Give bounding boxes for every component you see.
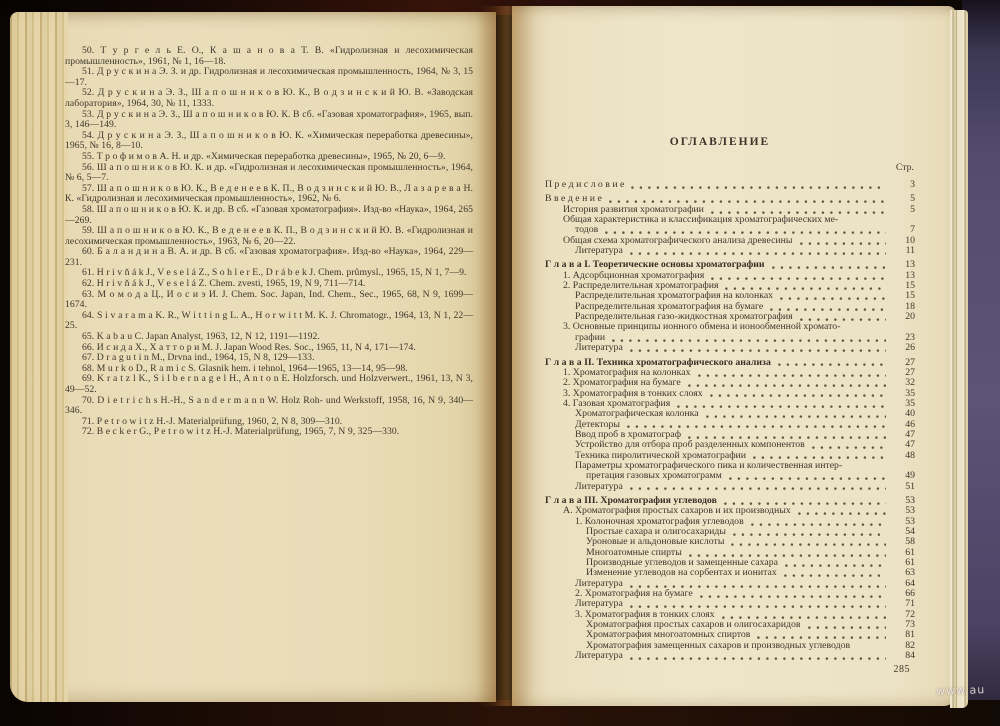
- reference-item: 64. S i v a r a m a K. R., W i t t i n g L. A., H o r w i t t M. K. J. Chromatogr., 1964, 13, N 1, 22—25.: [65, 309, 473, 332]
- dot-leader: [677, 405, 886, 408]
- toc-entry-label: Литература: [575, 650, 623, 662]
- page-number: 285: [893, 664, 910, 675]
- toc-entry-label: Уроновые и альдоновые кислоты: [586, 536, 725, 548]
- toc-entry-page: 81: [905, 629, 915, 641]
- toc-entry-label: Хроматография замещенных сахаров и производных углеводов: [586, 639, 851, 651]
- toc-entry-page: 53: [905, 494, 915, 506]
- reference-item: 66. И с и д а Х., Х а т т о р и М. J. Japan Wood Res. Soc., 1965, 11, N 4, 171—174.: [82, 341, 416, 353]
- toc-entry-page: 54: [905, 526, 915, 537]
- dot-leader: [753, 456, 886, 459]
- toc-entry-page: 64: [905, 577, 915, 589]
- dot-leader: [706, 415, 886, 418]
- toc-entry-page: 15: [905, 290, 915, 302]
- toc-entry-label: Техника пиролитической хроматографии: [575, 449, 747, 461]
- toc-entry-page: 58: [905, 536, 915, 548]
- page-fore-edge-right: [950, 10, 968, 708]
- reference-item: 55. Т р о ф и м о в А. Н. и др. «Химическая переработка древесины», 1965, № 20, 6—9.: [82, 150, 446, 162]
- reference-item: 54. Д р у с к и н а Э. З., Ш а п о ш н и к о в Ю. К. «Химическая переработка древесины», 1965, № 16, 8—10.: [65, 129, 473, 152]
- toc-entry-label: Г л а в а I. Теоретические основы хроматографии: [545, 259, 765, 271]
- toc-entry-page: 11: [905, 245, 915, 257]
- toc-entry-page: 5: [910, 193, 915, 205]
- toc-entry-page: 3: [910, 179, 915, 190]
- toc-entry: [545, 651, 915, 661]
- toc-entry-label: 1. Колоночная хроматография углеводов: [575, 515, 744, 527]
- toc-entry-label: графии: [575, 331, 606, 343]
- toc-entry: [545, 180, 915, 190]
- dot-leader: [800, 242, 887, 245]
- toc-entry-page: 47: [905, 439, 915, 451]
- dot-leader: [784, 574, 886, 577]
- toc-entry-page: 35: [905, 387, 915, 399]
- reference-item: 67. D r a g u t i n M., Drvna ind., 1964, 15, N 8, 129—133.: [82, 352, 315, 364]
- reference-item: 62. H r i v ň á k J., V e s e l á Z. Chem. zvesti, 1965, 19, N 9, 711—714.: [82, 278, 366, 290]
- reference-item: 70. D i e t r i c h s H.-H., S a n d e r m a n n W. Holz Roh- und Werkstoff, 1958, 16, N 9, 340—346.: [65, 394, 473, 417]
- toc-entry-label: Изменение углеводов на сорбентах и ионитах: [586, 567, 777, 579]
- toc-entry-label: Г л а в а II. Техника хроматографического анализа: [545, 356, 771, 368]
- toc-entry-page: 53: [905, 505, 915, 517]
- reference-item: 57. Ш а п о ш н и к о в Ю. К., В е д е н е е в К. П., В о д з и н с к и й Ю. В., Л а з а р е в а Н. К. «Гидролизная и лесохимическая промышленность», 1962, № 6.: [65, 182, 473, 205]
- watermark: www.au: [935, 683, 986, 698]
- toc-entry-page: 63: [905, 567, 915, 579]
- dot-leader: [731, 543, 886, 546]
- toc-entry-page: 13: [905, 269, 915, 281]
- toc-entry-page: 40: [905, 408, 915, 420]
- toc-entry-label: Хроматографическая колонка: [575, 408, 699, 420]
- toc-entry-page: 82: [905, 639, 915, 651]
- toc-entry-label: Устройство для отбора проб разделенных компонентов: [575, 439, 805, 451]
- toc-entry-label: Простые сахара и олигосахариды: [586, 526, 726, 537]
- dot-leader: [609, 200, 886, 203]
- toc-entry: [545, 215, 915, 225]
- toc-entry-label: П р е д и с л о в и е: [545, 179, 625, 190]
- toc-entry-label: Хроматография многоатомных спиртов: [586, 629, 751, 641]
- toc-entry-label: Литература: [575, 342, 623, 354]
- toc-entry-page: 27: [905, 356, 915, 368]
- reference-item: 51. Д р у с к и н а Э. З. и др. Гидролизная и лесохимическая промышленность, 1964, № 3, 15—17.: [65, 66, 473, 88]
- dot-leader: [700, 595, 886, 598]
- toc-entry-page: 48: [905, 449, 915, 461]
- toc-entry-page: 10: [905, 234, 915, 246]
- toc-entry-label: 2. Хроматография на бумаге: [575, 588, 693, 600]
- reference-item: 52. Д р у с к и н а Э. З., Ш а п о ш н и к о в Ю. К., В о д з и н с к и й Ю. В. «Заводская лаборатория», 1964, 30, № 11, 1333.: [65, 87, 473, 109]
- page-column-header: Стр.: [895, 162, 914, 173]
- toc-entry-label: А. Хроматография простых сахаров и их производных: [563, 505, 791, 517]
- dot-leader: [751, 523, 886, 526]
- toc-entry-page: 7: [910, 224, 915, 236]
- toc-title: ОГЛАВЛЕНИЕ: [669, 136, 771, 148]
- toc-entry-label: Распределительная газо-жидкостная хроматография: [575, 311, 793, 323]
- reference-item: 71. P e t r o w i t z H.-J. Materialprüfung, 1960, 2, N 8, 309—310.: [82, 415, 343, 427]
- reference-item: 50. Т у р г е л ь Е. О., К а ш а н о в а Т. В. «Гидролизная и лесохимическая промышленность», 1961, № 1, 16—18.: [65, 45, 473, 67]
- dot-leader: [612, 339, 886, 342]
- toc-entry: [545, 409, 915, 419]
- dot-leader: [605, 231, 886, 234]
- left-page: [10, 12, 496, 702]
- reference-item: 65. K a b a u C. Japan Analyst, 1963, 12, N 12, 1191—1192.: [82, 331, 320, 343]
- toc-entry-page: 46: [905, 418, 915, 430]
- toc-entry-page: 66: [905, 588, 915, 600]
- toc-entry-page: 27: [905, 366, 915, 378]
- toc-entry-label: Литература: [575, 577, 623, 589]
- reference-item: 63. М о м о д а Ц., И о с и э И. J. Chem. Soc. Japan, Ind. Chem., Sec., 1965, 68, N 9, 1699—1674.: [65, 288, 473, 311]
- reference-item: 60. Б а л а н д и н а В. А. и др. В сб. «Газовая хроматография». Изд-во «Наука», 1964, 229—231.: [65, 246, 473, 268]
- toc-entry-page: 51: [905, 480, 915, 492]
- dot-leader: [627, 425, 886, 428]
- toc-entry-label: Общая схема хроматографического анализа древесины: [563, 234, 793, 246]
- toc-entry-label: 3. Хроматография в тонких слоях: [563, 387, 703, 399]
- toc-entry-label: 3. Основные принципы ионного обмена и ионообменной хромато-: [563, 321, 841, 333]
- toc-entry-page: 20: [905, 311, 915, 323]
- dot-leader: [798, 512, 886, 515]
- dot-leader: [847, 328, 886, 331]
- right-page: [512, 6, 956, 706]
- toc-entry-page: 84: [905, 650, 915, 662]
- dot-leader: [698, 374, 886, 377]
- toc-entry-label: Г л а в а III. Хроматография углеводов: [545, 494, 717, 506]
- toc-entry-label: 1. Хроматография на колонках: [563, 366, 691, 378]
- toc-entry-page: 35: [905, 397, 915, 409]
- toc-entry: [545, 378, 915, 388]
- toc-entry-page: 15: [905, 280, 915, 292]
- toc-entry-page: 47: [905, 428, 915, 440]
- toc-entry-label: Параметры хроматографического пика и количественная интер-: [575, 459, 843, 471]
- reference-item: 56. Ш а п о ш н и к о в Ю. К. и др. «Гидролизная и лесохимическая промышленность», 1964, № 6, 5—7.: [65, 161, 473, 184]
- toc-entry-label: 4. Газовая хроматография: [563, 397, 671, 409]
- toc-entry-label: 2. Распределительная хроматография: [563, 280, 719, 292]
- dot-leader: [729, 477, 886, 480]
- reference-item: 59. Ш а п о ш н и к о в Ю. К., В е д е н е е в К. П., В о д з и н с к и й Ю. В. «Гидролизная и лесохимическая промышленность», 1963, № 6, 20—22.: [65, 225, 473, 247]
- reference-item: 72. B e c k e r G., P e t r o w i t z H.-J. Materialprüfung, 1965, 7, N 9, 325—330.: [82, 426, 400, 438]
- toc-entry-label: 3. Хроматография в тонких слоях: [575, 608, 715, 620]
- reference-item: 58. Ш а п о ш н и к о в Ю. К. и др. В сб. «Газовая хроматография». Изд-во «Наука», 1964, 265—269.: [65, 203, 473, 226]
- toc-entry: [545, 482, 915, 492]
- dot-leader: [631, 186, 886, 189]
- toc-entry-page: 53: [905, 515, 915, 527]
- toc-entry-page: 26: [905, 342, 915, 354]
- dot-leader: [630, 605, 886, 608]
- dot-leader: [630, 657, 886, 660]
- toc-entry-label: Хроматография простых сахаров и олигосахаридов: [586, 619, 801, 631]
- toc-entry: [545, 343, 915, 353]
- dot-leader: [630, 349, 886, 352]
- dot-leader: [630, 487, 886, 490]
- toc-entry-label: Распределительная хроматография на бумаге: [575, 300, 764, 312]
- dot-leader: [845, 221, 886, 224]
- dot-leader: [812, 446, 886, 449]
- toc-entry-page: 72: [905, 608, 915, 620]
- toc-entry-label: Производные углеводов и замещенные сахара: [586, 557, 778, 569]
- dot-leader: [808, 626, 886, 629]
- toc-entry-page: 71: [905, 598, 915, 610]
- toc-entry-label: претация газовых хроматограмм: [586, 470, 722, 482]
- toc-entry-label: В в е д е н и е: [545, 193, 602, 205]
- toc-entry-page: 5: [910, 203, 915, 215]
- toc-entry-label: Распределительная хроматография на колонках: [575, 290, 774, 302]
- page-fore-edge-left: [10, 12, 68, 702]
- dot-leader: [857, 647, 886, 650]
- dot-leader: [630, 252, 886, 255]
- dot-leader: [772, 266, 886, 269]
- toc-entry-label: Многоатомные спирты: [586, 546, 682, 558]
- reference-item: 61. H r i v ň á k J., V e s e l á Z., S o h l e r E., D r á b e k J. Chem. průmysl., 1965, 15, N 1, 7—9.: [82, 267, 467, 279]
- toc-entry-label: 1. Адсорбционная хроматография: [563, 269, 705, 281]
- references-list: [65, 46, 473, 438]
- toc-entry-label: Литература: [575, 598, 623, 610]
- dot-leader: [778, 363, 886, 366]
- toc-entry-label: Детекторы: [575, 418, 620, 430]
- toc-entry-label: 2. Хроматография на бумаге: [563, 377, 681, 389]
- toc-entry-page: 32: [905, 377, 915, 389]
- toc-entry-label: История развития хроматографии: [563, 203, 704, 215]
- toc-entry-page: 13: [905, 259, 915, 271]
- toc-entry-label: Литература: [575, 245, 623, 257]
- toc-entry-label: тодов: [575, 224, 599, 236]
- dot-leader: [733, 533, 886, 536]
- dot-leader: [710, 394, 886, 397]
- reference-item: 68. M u r k o D., R a m i c S. Glasnik hem. i tehnol, 1964—1965, 13—14, 95—98.: [82, 362, 408, 374]
- toc-entry-label: Ввод проб в хроматограф: [575, 428, 682, 440]
- toc-list: [545, 180, 915, 661]
- dot-leader: [757, 636, 886, 639]
- toc-entry-page: 73: [905, 619, 915, 631]
- toc-entry-page: 49: [905, 470, 915, 482]
- dot-leader: [785, 564, 886, 567]
- dot-leader: [688, 384, 886, 387]
- toc-entry-page: 61: [905, 546, 915, 558]
- toc-entry-label: Литература: [575, 480, 623, 492]
- dot-leader: [711, 277, 886, 280]
- reference-item: 69. K r a t z l K., S i l b e r n a g e l H., A n t o n E. Holzforsch. und Holzverwert., 1961, 13, N 3, 49—52.: [65, 373, 473, 395]
- dot-leader: [849, 467, 886, 470]
- reference-item: 53. Д р у с к и н а Э. З., Ш а п о ш н и к о в Ю. К. В сб. «Газовая хроматография», 1965, вып. 3, 146—149.: [65, 108, 473, 131]
- toc-entry-page: 18: [905, 300, 915, 312]
- toc-entry-page: 61: [905, 557, 915, 569]
- toc-entry-label: Общая характеристика и классификация хроматографических ме-: [563, 214, 839, 226]
- toc-entry-page: 23: [905, 331, 915, 343]
- toc-entry: [545, 246, 915, 256]
- dot-leader: [780, 297, 886, 300]
